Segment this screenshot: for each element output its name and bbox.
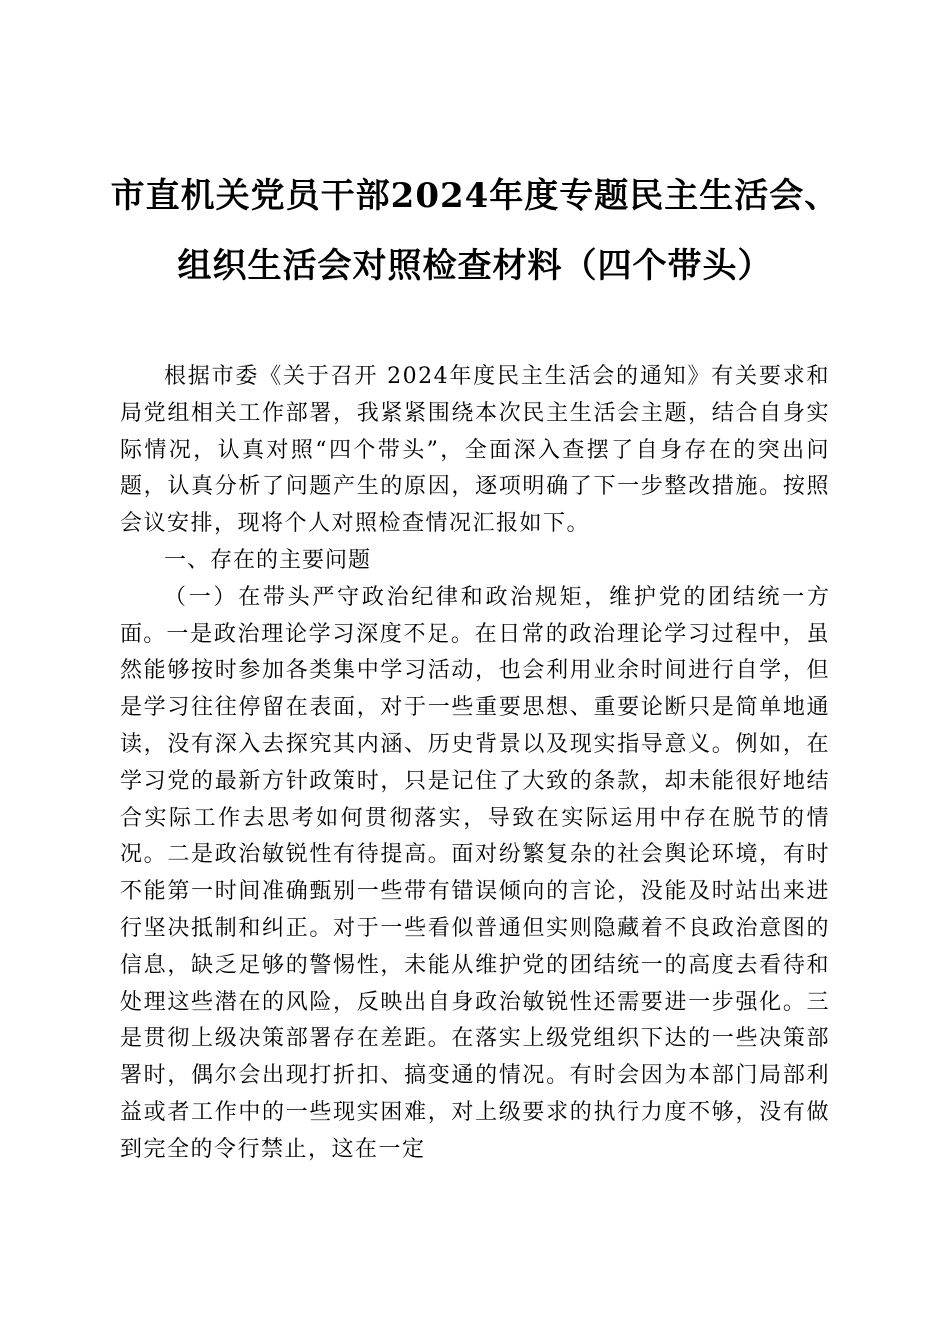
subsection-paragraph xyxy=(120,580,830,1169)
intro-paragraph: 根据市委《关于召开 2024年度民主生活会的通知》有关要求和局党组相关工作部署，我紧紧围绕本次民主生活会主题，结合自身实际情况，认真对照“四个带头”，全面深入查摆了自身存在的突出问题，认真分析了问题产生的原因，逐项明确了下一步整改措施。按照会议安排，现将个人对照检查情况汇报如下。 xyxy=(120,364,830,537)
subsection-heading: （一）在带头严守政治纪律和政治规矩，维护党的团结统一方面。 xyxy=(120,584,830,647)
document-title-line-2: 组织生活会对照检查材料（四个带头） xyxy=(177,246,773,286)
document-title-line-1: 市直机关党员干部2024年度专题民主生活会、 xyxy=(110,176,840,216)
document-body xyxy=(120,359,830,1169)
subsection-body: 一是政治理论学习深度不足。在日常的政治理论学习过程中，虽然能够按时参加各类集中学习活动，也会利用业余时间进行自学，但是学习往往停留在表面，对于一些重要思想、重要论断只是简单地通读，没有深入去探究其内涵、历史背景以及现实指导意义。例如，在学习党的最新方针政策时，只是记住了大致的条款，却未能很好地结合实际工作去思考如何贯彻落实，导致在实际运用中存在脱节的情况。二是政治敏锐性有待提高。面对纷繁复杂的社会舆论环境，有时不能第一时间准确甄别一些带有错误倾向的言论，没能及时站出来进行坚决抵制和纠正。对于一些看似普通但实则隐藏着不良政治意图的信息，缺乏足够的警惕性，未能从维护党的团结统一的高度去看待和处理这些潜在的风险，反映出自身政治敏锐性还需要进一步强化。三是贯彻上级决策部署存在差距。在落实上级党组织下达的一些决策部署时，偶尔会出现打折扣、搞变通的情况。有时会因为本部门局部利益或者工作中的一些现实困难，对上级要求的执行力度不够，没有做到完全的令行禁止，这在一定 xyxy=(120,621,830,1162)
section-heading: 一、存在的主要问题 xyxy=(164,547,372,573)
